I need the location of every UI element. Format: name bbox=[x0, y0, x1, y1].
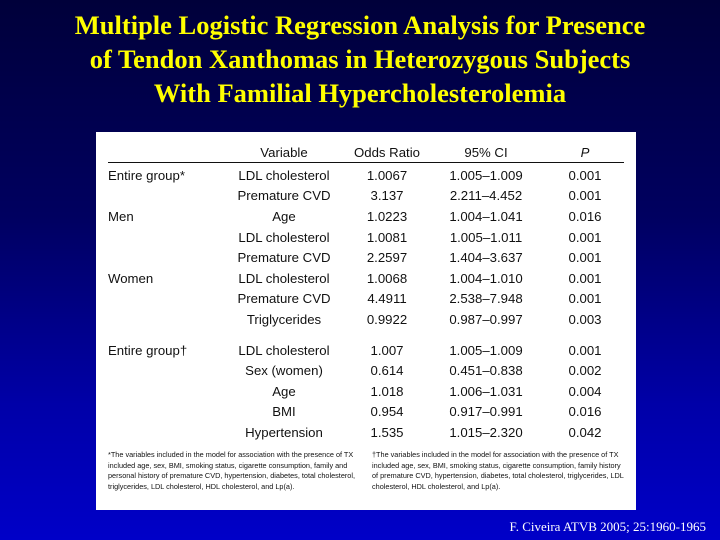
p-cell: 0.004 bbox=[568, 383, 602, 399]
group-cell bbox=[108, 289, 220, 310]
ci-cell: 1.004–1.041 bbox=[449, 208, 523, 224]
group-cell: Women bbox=[108, 270, 154, 286]
ci-cell: 2.538–7.948 bbox=[449, 291, 523, 307]
odds-ratio-cell: 1.007 bbox=[370, 342, 404, 358]
p-cell: 0.016 bbox=[568, 404, 602, 420]
p-cell: 0.002 bbox=[568, 363, 602, 379]
group-cell bbox=[108, 186, 220, 207]
ci-cell: 0.917–0.991 bbox=[449, 404, 523, 420]
variable-cell: Triglycerides bbox=[246, 311, 322, 327]
odds-ratio-cell: 1.0068 bbox=[366, 270, 408, 286]
footnotes bbox=[108, 450, 624, 492]
table-row bbox=[108, 381, 624, 402]
table-header-row bbox=[108, 142, 624, 163]
footnote-right: †The variables included in the model for association with the presence of TX included age, sex, BMI, smoking status, cigarette consumption, family history of premature CVD, hypertension, diabetes, total cholesterol, triglycerides, LDL cholesterol, HDL cholesterol, and Lp(a). bbox=[372, 450, 624, 491]
variable-cell: LDL cholesterol bbox=[238, 342, 330, 358]
ci-cell: 1.006–1.031 bbox=[449, 383, 523, 399]
odds-ratio-cell: 0.614 bbox=[370, 363, 404, 379]
p-cell: 0.001 bbox=[568, 250, 602, 266]
ci-cell: 0.987–0.997 bbox=[449, 311, 523, 327]
p-cell: 0.042 bbox=[568, 424, 602, 440]
ci-cell: 1.005–1.009 bbox=[449, 342, 523, 358]
group-cell bbox=[108, 247, 220, 268]
ci-cell: 1.005–1.009 bbox=[449, 167, 523, 183]
odds-ratio-cell: 1.018 bbox=[370, 383, 404, 399]
variable-cell: Age bbox=[272, 208, 296, 224]
table-row bbox=[108, 360, 624, 381]
ci-cell: 1.404–3.637 bbox=[449, 250, 523, 266]
odds-ratio-cell: 2.2597 bbox=[366, 250, 408, 266]
p-cell: 0.001 bbox=[568, 270, 602, 286]
p-cell: 0.001 bbox=[568, 342, 602, 358]
group-cell: Entire group† bbox=[108, 342, 188, 358]
odds-ratio-cell: 4.4911 bbox=[367, 291, 407, 307]
group-cell bbox=[108, 381, 220, 402]
table-row bbox=[108, 186, 624, 207]
group-cell: Men bbox=[108, 208, 134, 224]
footnote-left: *The variables included in the model for association with the presence of TX included age, sex, BMI, smoking status, cigarette consumption, family and personal history of premature CVD, hypertension, diabetes, total cholesterol, triglycerides, LDL cholesterol, HDL cholesterol, and Lp(a). bbox=[108, 450, 356, 491]
ci-cell: 1.004–1.010 bbox=[449, 270, 523, 286]
variable-cell: Premature CVD bbox=[237, 188, 331, 204]
header-odds-ratio: Odds Ratio bbox=[348, 142, 426, 163]
table-row bbox=[108, 422, 624, 443]
p-cell: 0.001 bbox=[568, 188, 602, 204]
title-line-1: Multiple Logistic Regression Analysis for Presence bbox=[74, 10, 646, 40]
citation: F. Civeira ATVB 2005; 25:1960-1965 bbox=[509, 519, 706, 534]
table-panel bbox=[96, 132, 636, 510]
odds-ratio-cell: 1.0067 bbox=[366, 167, 408, 183]
variable-cell: Premature CVD bbox=[237, 250, 331, 266]
p-cell: 0.003 bbox=[568, 311, 602, 327]
variable-cell: Premature CVD bbox=[237, 291, 331, 307]
ci-cell: 1.015–2.320 bbox=[449, 424, 523, 440]
variable-cell: BMI bbox=[272, 404, 296, 420]
table-row bbox=[108, 289, 624, 310]
variable-cell: LDL cholesterol bbox=[238, 270, 330, 286]
table-row bbox=[108, 206, 624, 227]
odds-ratio-cell: 0.954 bbox=[370, 404, 404, 420]
title-line-2: of Tendon Xanthomas in Heterozygous Subjects bbox=[89, 44, 631, 74]
header-variable: Variable bbox=[220, 142, 348, 163]
ci-cell: 1.005–1.011 bbox=[449, 229, 523, 245]
group-cell bbox=[108, 422, 220, 443]
table-row bbox=[108, 309, 624, 330]
variable-cell: Sex (women) bbox=[245, 363, 323, 379]
p-cell: 0.001 bbox=[568, 167, 602, 183]
odds-ratio-cell: 0.9922 bbox=[366, 311, 408, 327]
table-row bbox=[108, 247, 624, 268]
p-cell: 0.016 bbox=[568, 208, 602, 224]
table-row bbox=[108, 268, 624, 289]
header-p: P bbox=[546, 142, 624, 163]
variable-cell: Hypertension bbox=[245, 424, 323, 440]
odds-ratio-cell: 3.137 bbox=[370, 188, 404, 204]
group-cell bbox=[108, 360, 220, 381]
odds-ratio-cell: 1.0223 bbox=[366, 208, 408, 224]
header-ci: 95% CI bbox=[426, 142, 546, 163]
variable-cell: LDL cholesterol bbox=[238, 167, 330, 183]
row-spacer bbox=[108, 330, 624, 340]
odds-ratio-cell: 1.0081 bbox=[366, 229, 408, 245]
group-cell bbox=[108, 227, 220, 248]
header-group bbox=[108, 142, 220, 163]
ci-cell: 2.211–4.452 bbox=[449, 188, 523, 204]
regression-table bbox=[108, 142, 624, 443]
variable-cell: Age bbox=[272, 383, 296, 399]
p-cell: 0.001 bbox=[568, 229, 602, 245]
table-row bbox=[108, 163, 624, 186]
p-cell: 0.001 bbox=[568, 291, 602, 307]
slide-title bbox=[0, 8, 720, 110]
group-cell bbox=[108, 402, 220, 423]
group-cell bbox=[108, 309, 220, 330]
odds-ratio-cell: 1.535 bbox=[370, 424, 404, 440]
title-line-3: With Familial Hypercholesterolemia bbox=[153, 78, 567, 108]
table-row bbox=[108, 340, 624, 361]
ci-cell: 0.451–0.838 bbox=[449, 363, 523, 379]
group-cell: Entire group* bbox=[108, 167, 185, 183]
table-row bbox=[108, 227, 624, 248]
variable-cell: LDL cholesterol bbox=[238, 229, 330, 245]
table-row bbox=[108, 402, 624, 423]
